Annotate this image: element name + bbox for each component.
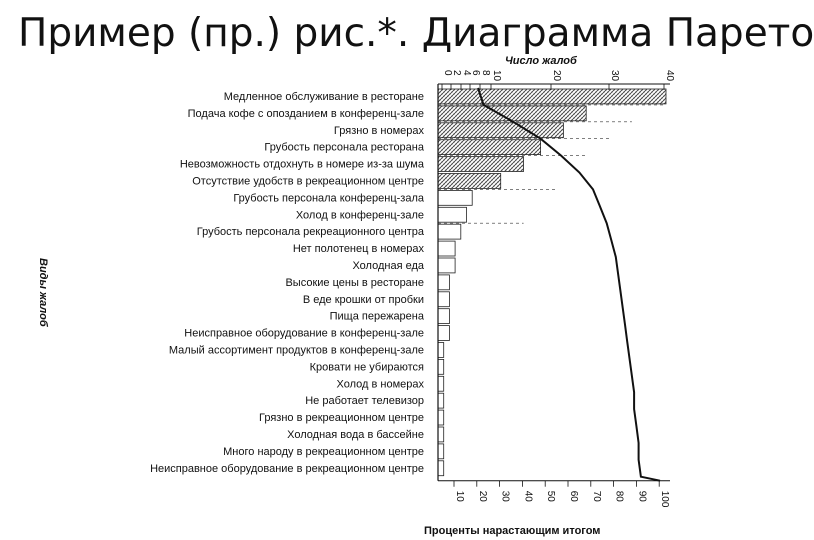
- top-tick-label: 2: [451, 70, 462, 76]
- bar: [438, 207, 467, 222]
- category-label: Грубость персонала конференц-зала: [233, 192, 424, 205]
- bar: [438, 241, 455, 256]
- top-tick-label: 20: [551, 70, 562, 82]
- bar: [438, 376, 444, 391]
- category-label: Нет полотенец в номерах: [292, 243, 424, 256]
- bar: [438, 224, 461, 239]
- bar: [438, 275, 449, 290]
- bar: [438, 309, 449, 324]
- bottom-tick-label: 70: [590, 490, 602, 502]
- bar: [438, 444, 444, 459]
- category-label: Медленное обслуживание в ресторане: [223, 91, 424, 103]
- category-label: Пища пережарена: [329, 310, 424, 323]
- top-axis-ticks: [442, 70, 675, 90]
- bottom-tick-label: 30: [499, 490, 511, 502]
- bar: [438, 427, 444, 442]
- bottom-tick-label: 40: [522, 490, 534, 502]
- category-label: Холод в номерах: [336, 378, 424, 391]
- top-axis-label: Число жалоб: [505, 55, 577, 67]
- bar: [438, 89, 666, 104]
- category-label: Отсутствие удобств в рекреационном центре: [192, 175, 424, 188]
- bar: [438, 343, 444, 358]
- category-label: Грубость персонала ресторана: [264, 141, 424, 154]
- category-label: Невозможность отдохнуть в номере из-за шума: [179, 158, 424, 171]
- bar: [438, 123, 563, 138]
- bar: [438, 461, 444, 476]
- category-axis-label: Виды жалоб: [37, 258, 49, 327]
- category-label: Холодная еда: [352, 260, 424, 272]
- category-label: Кровати не убираются: [309, 361, 424, 374]
- category-label: Малый ассортимент продуктов в конференц-зале: [168, 344, 424, 357]
- bottom-tick-label: 10: [454, 490, 465, 502]
- top-tick-label: 10: [491, 70, 502, 82]
- bottom-tick-label: 100: [659, 490, 671, 508]
- category-label: Неисправное оборудование в конференц-зале: [184, 327, 424, 340]
- category-label: Много народу в рекреационном центре: [223, 445, 424, 458]
- category-label: Холодная вода в бассейне: [287, 429, 424, 441]
- bottom-tick-label: 60: [568, 490, 579, 502]
- category-label: Грубость персонала рекреационного центра: [196, 226, 424, 239]
- top-tick-label: 30: [609, 70, 620, 82]
- bottom-axis-ticks: [454, 481, 670, 508]
- bar: [438, 326, 449, 341]
- bottom-tick-label: 20: [476, 490, 488, 502]
- top-tick-label: 0: [442, 70, 453, 76]
- category-label: Грязно в рекреационном центре: [259, 412, 424, 425]
- bar: [438, 258, 455, 273]
- category-label: Грязно в номерах: [333, 124, 424, 137]
- category-label: Не работает телевизор: [305, 395, 424, 408]
- bottom-tick-label: 90: [636, 490, 648, 502]
- category-label: Высокие цены в ресторане: [285, 276, 424, 289]
- bar: [438, 359, 444, 374]
- category-labels: [150, 91, 425, 475]
- top-tick-label: 8: [480, 70, 491, 76]
- category-label: Неисправное оборудование в рекреационном центре: [150, 462, 424, 475]
- bar: [438, 174, 501, 189]
- top-tick-label: 6: [470, 70, 481, 76]
- bar: [438, 106, 586, 121]
- bar: [438, 410, 444, 425]
- category-label: В еде крошки от пробки: [302, 293, 424, 306]
- category-label: Холод в конференц-зале: [295, 209, 424, 222]
- bar: [438, 157, 524, 172]
- bottom-axis-label: Проценты нарастающим итогом: [424, 525, 601, 537]
- bar: [438, 393, 444, 408]
- bar: [438, 140, 541, 155]
- bottom-tick-label: 50: [545, 490, 557, 502]
- top-tick-label: 40: [664, 70, 675, 82]
- category-label: Подача кофе с опозданием в конференц-зале: [187, 107, 424, 120]
- slide-title: Пример (пр.) рис.*. Диаграмма Парето: [18, 11, 814, 56]
- bottom-tick-label: 80: [613, 490, 625, 502]
- bar: [438, 292, 449, 307]
- top-tick-label: 4: [461, 70, 472, 76]
- bar: [438, 190, 472, 205]
